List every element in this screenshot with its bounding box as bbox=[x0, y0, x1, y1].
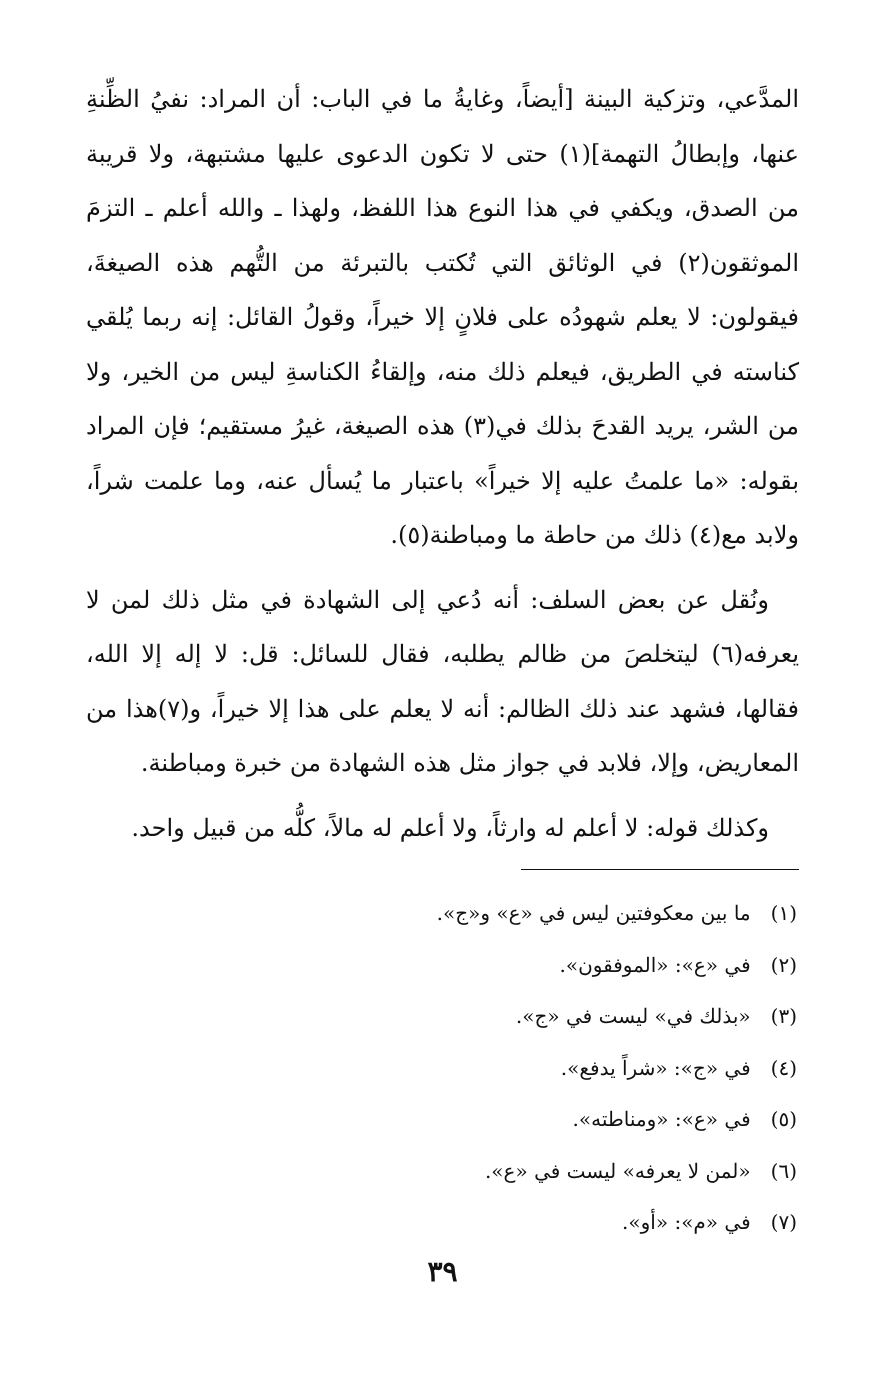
footnote-number: (١) bbox=[770, 901, 797, 925]
footnote-number: (٥) bbox=[770, 1107, 797, 1131]
footnote-item bbox=[120, 945, 797, 997]
footnote-number: (٣) bbox=[770, 1004, 797, 1028]
main-text bbox=[86, 72, 799, 855]
footnote-number: (٧) bbox=[770, 1210, 797, 1234]
footnote-item bbox=[120, 1151, 797, 1203]
footnote-item bbox=[120, 1048, 797, 1100]
footnote-number: (٦) bbox=[770, 1158, 797, 1183]
paragraph-1: المدَّعي، وتزكية البينة [أيضاً، وغايةُ ما في الباب: أن المراد: نفيُ الظِّنةِ عنها، وإبطالُ التهمة](١) حتى لا تكون الدعوى عليها مشتبهة، ولا قريبة من الصدق، ويكفي في هذا النوع هذا اللفظ، ولهذا ـ والله أعلم ـ التزمَ الموثقون(٢) في الوثائق التي تُكتب بالتبرئة من التُّهم هذه الصيغةَ، فيقولون: لا يعلم شهودُه على فلانٍ إلا خيراً، وقولُ القائل: إنه ربما يُلقي كناسته في الطريق، فيعلم ذلك منه، وإلقاءُ الكناسةِ ليس من الخير، ولا من الشر، يريد القدحَ بذلك في(٣) هذه الصيغة، غيرُ مستقيم؛ فإن المراد بقوله: «ما علمتُ عليه إلا خيراً» باعتبار ما يُسأل عنه، وما علمت شراً، ولابد مع(٤) ذلك من حاطة ما ومباطنة(٥). bbox=[86, 85, 799, 549]
footnote-item bbox=[120, 893, 797, 945]
footnote-separator bbox=[521, 869, 799, 870]
footnote-text: «بذلك في» ليست في «ج». bbox=[515, 1004, 751, 1028]
footnote-text: ما بين معكوفتين ليس في «ع» و«ج». bbox=[436, 901, 751, 925]
footnote-item bbox=[120, 1099, 797, 1151]
footnote-number: (٤) bbox=[770, 1055, 797, 1080]
paragraph-3: وكذلك قوله: لا أعلم له وارثاً، ولا أعلم له مالاً، كلُّه من قبيل واحد. bbox=[131, 813, 769, 842]
footnote-number: (٢) bbox=[770, 952, 797, 977]
footnote-text: «لمن لا يعرفه» ليست في «ع». bbox=[484, 1158, 751, 1183]
footnote-text: في «ج»: «شراً يدفع». bbox=[560, 1055, 751, 1080]
footnotes-list bbox=[120, 893, 797, 1254]
footnote-item bbox=[120, 1202, 797, 1254]
footnote-item bbox=[120, 996, 797, 1048]
paragraph-2: ونُقل عن بعض السلف: أنه دُعي إلى الشهادة في مثل ذلك لمن لا يعرفه(٦) ليتخلصَ من ظالم يطلبه، فقال للسائل: قل: لا إله إلا الله، فقالها، فشهد عند ذلك الظالم: أنه لا يعلم على هذا إلا خيراً، و(٧)هذا من المعاريض، وإلا، فلابد في جواز مثل هذه الشهادة من خبرة ومباطنة. bbox=[86, 585, 800, 777]
page-number: ٣٩ bbox=[427, 1255, 458, 1288]
footnote-text: في «م»: «أو». bbox=[622, 1210, 751, 1234]
footnote-text: في «ع»: «الموفقون». bbox=[559, 952, 751, 977]
footnote-text: في «ع»: «ومناطته». bbox=[572, 1107, 751, 1131]
